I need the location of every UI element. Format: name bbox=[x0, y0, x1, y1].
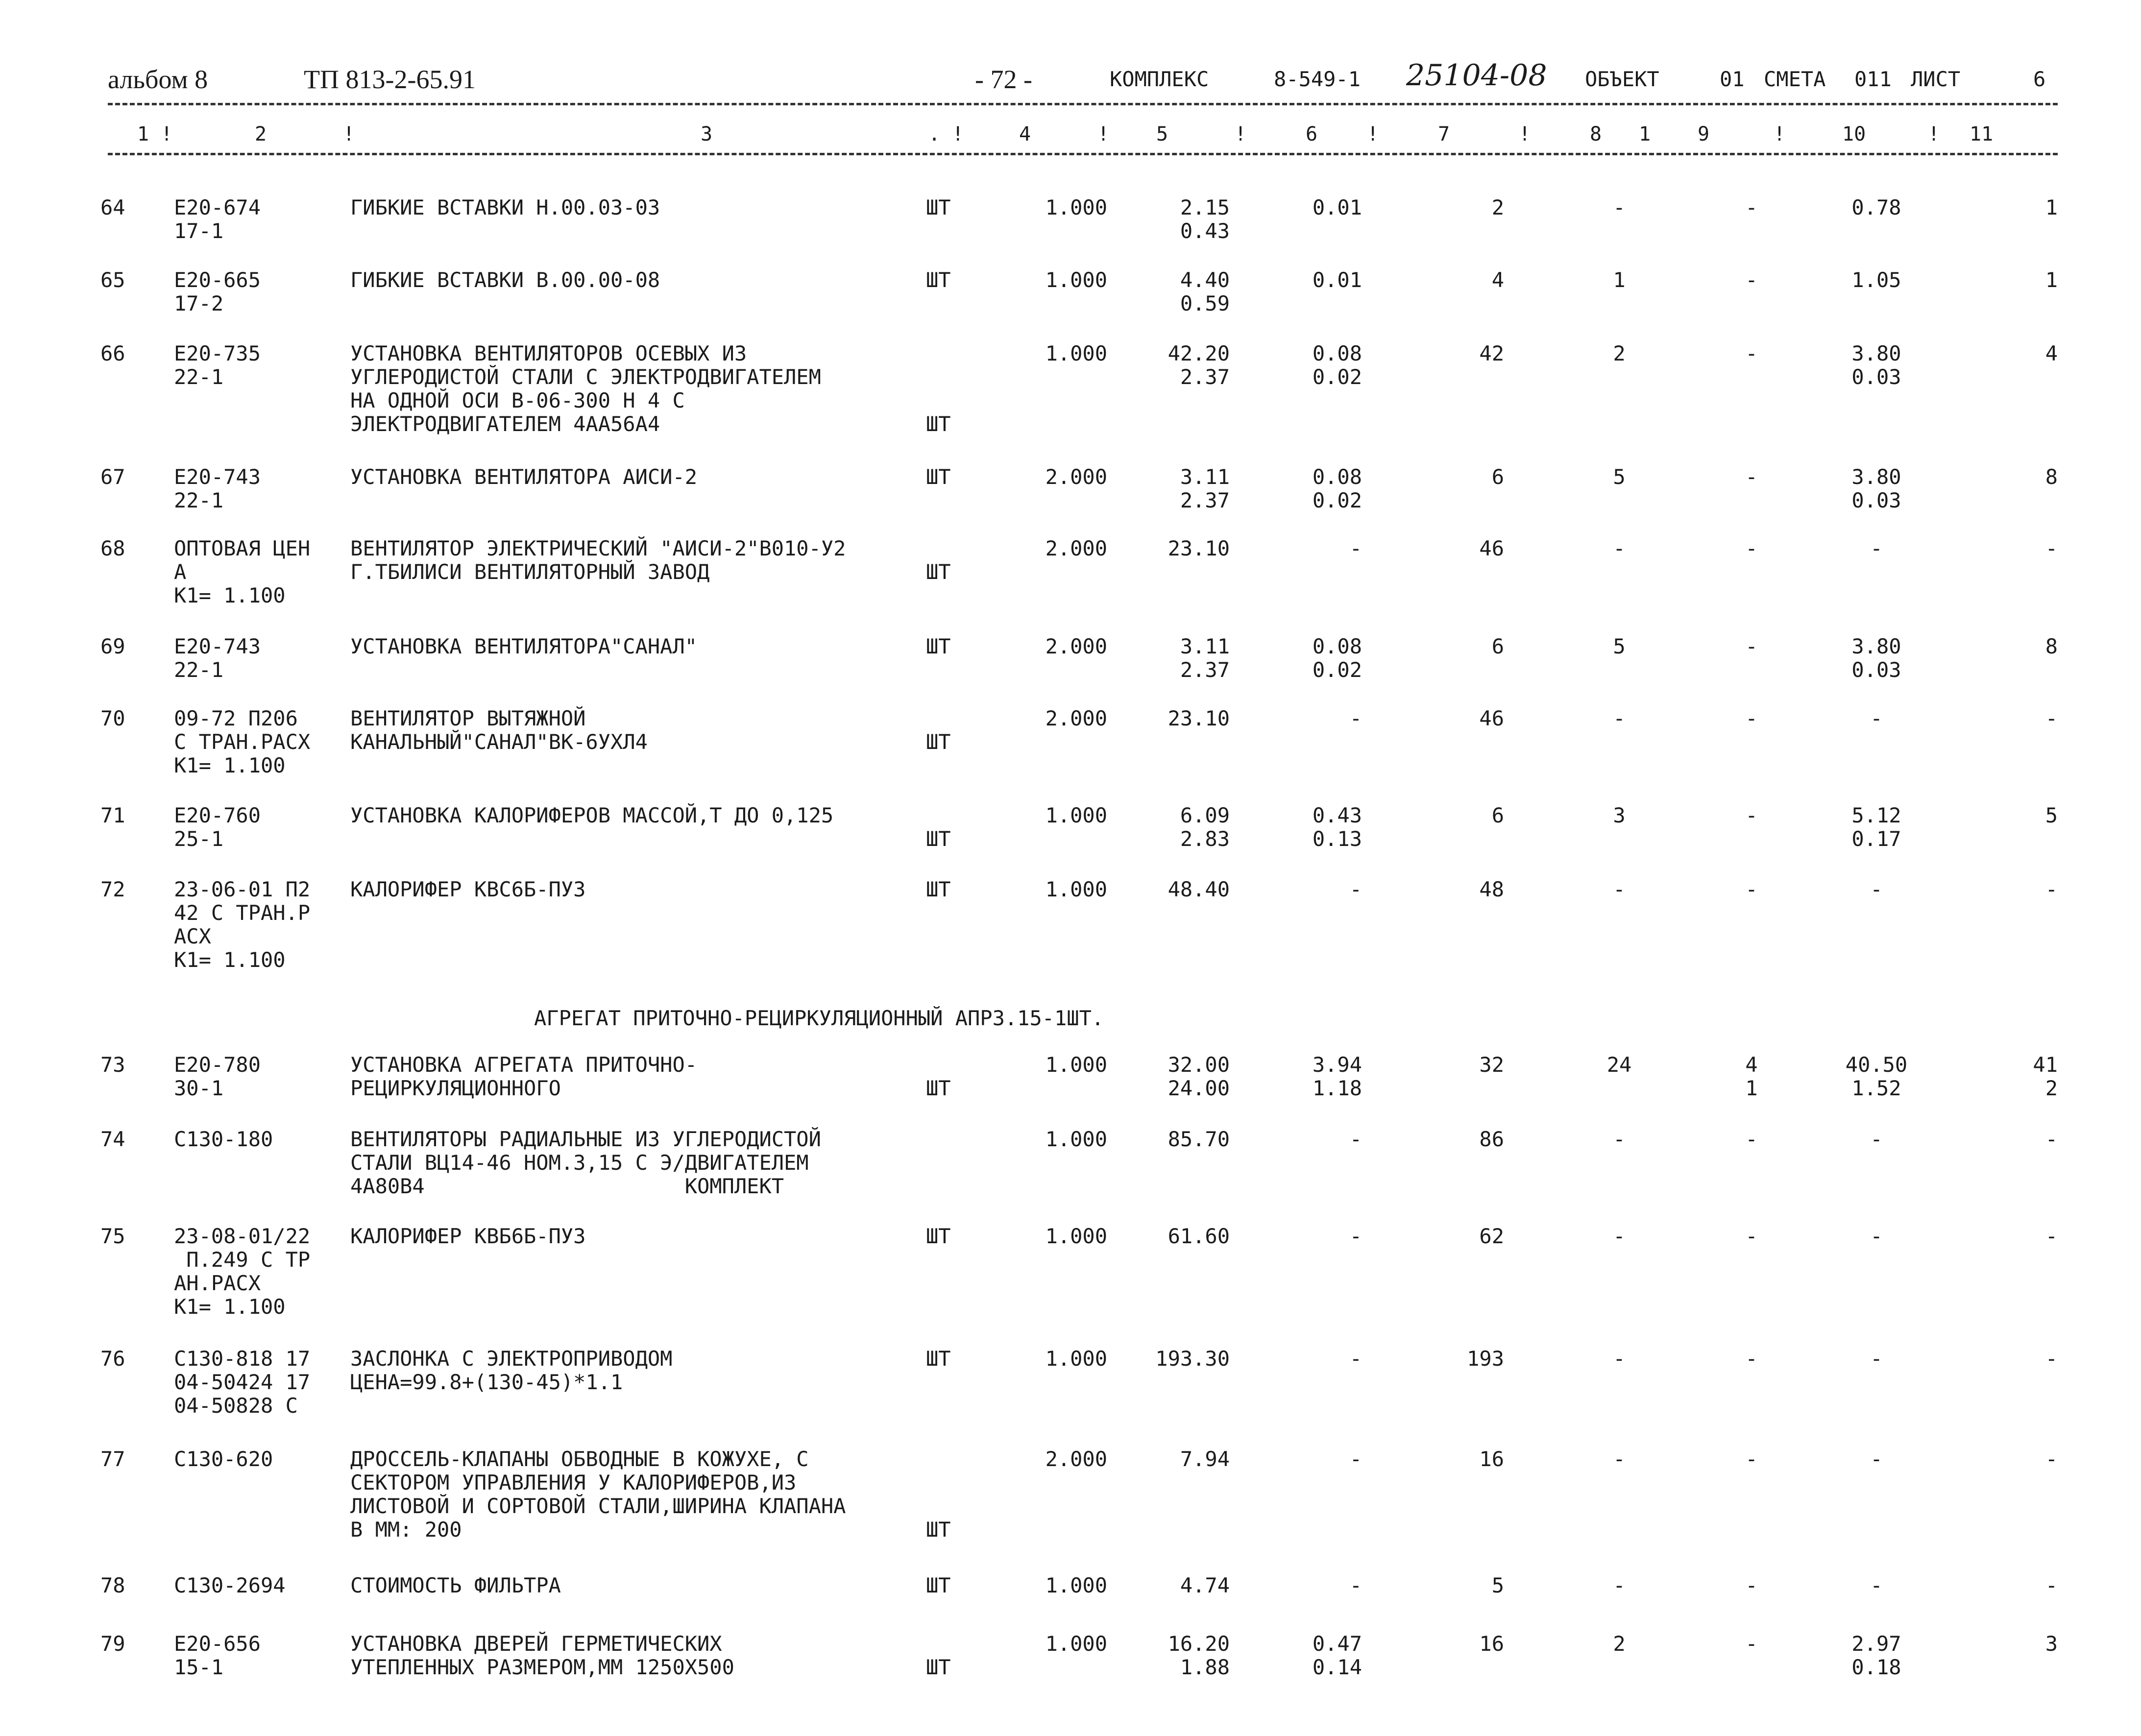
project-code: ТП 813-2-65.91 bbox=[304, 65, 476, 94]
cell-c8: 5 bbox=[1613, 465, 1626, 489]
cell-price: 7.94 bbox=[1180, 1447, 1230, 1471]
cell-qty: 1.000 bbox=[1045, 341, 1107, 365]
cell-c9: - bbox=[1745, 341, 1758, 365]
cell-unit: ШТ bbox=[926, 1573, 951, 1597]
cell-c10: - bbox=[1870, 1127, 1883, 1151]
cell-c11: - bbox=[2045, 1127, 2058, 1151]
cell-c7: 6 bbox=[1491, 465, 1504, 489]
cell-no: 70 bbox=[100, 706, 125, 730]
cell-code: С130-180 bbox=[174, 1127, 273, 1151]
cell-c11: 1 bbox=[2045, 268, 2058, 292]
cell-price: 16.20 1.88 bbox=[1168, 1632, 1230, 1679]
cell-c11: - bbox=[2045, 1224, 2058, 1248]
column-separator: ! bbox=[1519, 123, 1531, 145]
cell-no: 65 bbox=[100, 268, 125, 292]
cell-code: С130-818 17 04-50424 17 04-50828 С bbox=[174, 1347, 311, 1418]
cell-price: 3.11 2.37 bbox=[1180, 465, 1230, 512]
cell-price: 23.10 bbox=[1168, 706, 1230, 730]
column-number: 5 bbox=[1156, 123, 1168, 145]
cell-c11: - bbox=[2045, 536, 2058, 560]
cell-c7: 42 bbox=[1479, 341, 1504, 365]
cell-no: 69 bbox=[100, 634, 125, 658]
cell-no: 66 bbox=[100, 341, 125, 365]
cell-c6: - bbox=[1349, 1447, 1362, 1471]
cell-qty: 1.000 bbox=[1045, 195, 1107, 219]
column-number-row bbox=[0, 122, 2141, 147]
cell-name: ВЕНТИЛЯТОРЫ РАДИАЛЬНЫЕ ИЗ УГЛЕРОДИСТОЙ СТАЛИ ВЦ14-46 НОМ.3,15 С Э/ДВИГАТЕЛЕМ 4А80В4 КОМПЛЕКТ bbox=[350, 1127, 821, 1198]
object-label: ОБЪЕКТ bbox=[1585, 67, 1659, 91]
cell-c8: 5 bbox=[1613, 634, 1626, 658]
cell-c8: 3 bbox=[1613, 803, 1626, 827]
cell-c7: 32 bbox=[1479, 1053, 1504, 1077]
column-number: 2 bbox=[255, 123, 267, 145]
object-value: 01 bbox=[1720, 67, 1745, 91]
cell-no: 68 bbox=[100, 536, 125, 560]
cell-c9: - bbox=[1745, 1632, 1758, 1656]
cell-c8: - bbox=[1613, 536, 1626, 560]
column-number: 9 bbox=[1698, 123, 1710, 145]
cell-c7: 46 bbox=[1479, 536, 1504, 560]
cell-qty: 2.000 bbox=[1045, 1447, 1107, 1471]
cell-qty: 1.000 bbox=[1045, 1573, 1107, 1597]
cell-c10: - bbox=[1870, 536, 1883, 560]
cell-c6: - bbox=[1349, 1127, 1362, 1151]
cell-c10: 3.80 0.03 bbox=[1851, 634, 1901, 682]
cell-c10: - bbox=[1870, 1573, 1883, 1597]
cell-code: Е20-743 22-1 bbox=[174, 634, 261, 682]
cell-c7: 5 bbox=[1491, 1573, 1504, 1597]
cell-code: Е20-656 15-1 bbox=[174, 1632, 261, 1679]
cell-name: ЗАСЛОНКА С ЭЛЕКТРОПРИВОДОМ ЦЕНА=99.8+(130-45)*1.1 bbox=[350, 1347, 673, 1394]
cell-name: УСТАНОВКА ДВЕРЕЙ ГЕРМЕТИЧЕСКИХ УТЕПЛЕННЫХ РАЗМЕРОМ,ММ 1250Х500 bbox=[350, 1632, 734, 1679]
cell-name: УСТАНОВКА ВЕНТИЛЯТОРА АИСИ-2 bbox=[350, 465, 698, 489]
cell-c11: 3 bbox=[2045, 1632, 2058, 1656]
cell-price: 48.40 bbox=[1168, 877, 1230, 901]
cell-price: 3.11 2.37 bbox=[1180, 634, 1230, 682]
cell-unit: ШТ bbox=[926, 560, 951, 584]
cell-c6: - bbox=[1349, 1224, 1362, 1248]
cell-no: 78 bbox=[100, 1573, 125, 1597]
cell-c6: 0.08 0.02 bbox=[1312, 634, 1362, 682]
cell-c8: - bbox=[1613, 877, 1626, 901]
cell-c9: - bbox=[1745, 195, 1758, 219]
cell-c6: 0.01 bbox=[1312, 268, 1362, 292]
column-separator: ! bbox=[1367, 123, 1379, 145]
cell-c6: 0.01 bbox=[1312, 195, 1362, 219]
cell-unit: ШТ bbox=[926, 465, 951, 489]
cell-qty: 1.000 bbox=[1045, 1127, 1107, 1151]
cell-code: 09-72 П206 С ТРАН.РАСХ К1= 1.100 bbox=[174, 706, 311, 777]
cell-c8: - bbox=[1613, 1224, 1626, 1248]
column-number: 3 bbox=[701, 123, 713, 145]
cell-c11: 1 bbox=[2045, 195, 2058, 219]
cell-c9: - bbox=[1745, 1573, 1758, 1597]
cell-name: КАЛОРИФЕР КВС6Б-ПУЗ bbox=[350, 877, 586, 901]
cell-c6: 0.47 0.14 bbox=[1312, 1632, 1362, 1679]
header-divider-top bbox=[108, 103, 2058, 105]
cell-c6: 0.43 0.13 bbox=[1312, 803, 1362, 851]
cell-price: 4.40 0.59 bbox=[1180, 268, 1230, 315]
cell-price: 2.15 0.43 bbox=[1180, 195, 1230, 243]
cell-c9: - bbox=[1745, 706, 1758, 730]
complex-label: КОМПЛЕКС bbox=[1110, 67, 1209, 91]
cell-c8: 1 bbox=[1613, 268, 1626, 292]
cell-c10: 2.97 0.18 bbox=[1851, 1632, 1901, 1679]
cell-name: КАЛОРИФЕР КВБ6Б-ПУЗ bbox=[350, 1224, 586, 1248]
cell-c8: 24 bbox=[1606, 1053, 1632, 1077]
cell-c7: 6 bbox=[1491, 634, 1504, 658]
cell-c6: 0.08 0.02 bbox=[1312, 341, 1362, 389]
cell-name: ВЕНТИЛЯТОР ЭЛЕКТРИЧЕСКИЙ "АИСИ-2"В010-У2 Г.ТБИЛИСИ ВЕНТИЛЯТОРНЫЙ ЗАВОД bbox=[350, 536, 846, 584]
cell-qty: 2.000 bbox=[1045, 634, 1107, 658]
handwritten-code: 25104-08 bbox=[1406, 58, 1547, 93]
cell-no: 79 bbox=[100, 1632, 125, 1656]
cell-qty: 2.000 bbox=[1045, 536, 1107, 560]
cell-c8: - bbox=[1613, 1127, 1626, 1151]
cell-c6: - bbox=[1349, 1347, 1362, 1371]
cell-no: 64 bbox=[100, 195, 125, 219]
cell-unit: ШТ bbox=[926, 1655, 951, 1679]
estimate-label: СМЕТА bbox=[1764, 67, 1826, 91]
cell-c7: 48 bbox=[1479, 877, 1504, 901]
cell-c7: 193 bbox=[1467, 1347, 1504, 1371]
cell-c10: 40.50 1.52 bbox=[1845, 1053, 1908, 1100]
cell-c11: 41 2 bbox=[2033, 1053, 2058, 1100]
column-number: 11 bbox=[1970, 123, 1994, 145]
cell-qty: 1.000 bbox=[1045, 1632, 1107, 1656]
cell-c7: 4 bbox=[1491, 268, 1504, 292]
cell-name: ВЕНТИЛЯТОР ВЫТЯЖНОЙ КАНАЛЬНЫЙ"САНАЛ"ВК-6УХЛ4 bbox=[350, 706, 648, 754]
cell-c10: 3.80 0.03 bbox=[1851, 341, 1901, 389]
cell-name: ГИБКИЕ ВСТАВКИ Н.00.03-03 bbox=[350, 195, 660, 219]
cell-c11: 8 bbox=[2045, 634, 2058, 658]
cell-c7: 86 bbox=[1479, 1127, 1504, 1151]
cell-c9: - bbox=[1745, 1127, 1758, 1151]
cell-qty: 1.000 bbox=[1045, 268, 1107, 292]
cell-qty: 1.000 bbox=[1045, 877, 1107, 901]
cell-price: 42.20 2.37 bbox=[1168, 341, 1230, 389]
cell-no: 71 bbox=[100, 803, 125, 827]
cell-c9: - bbox=[1745, 634, 1758, 658]
cell-c9: - bbox=[1745, 1447, 1758, 1471]
cell-c11: - bbox=[2045, 1347, 2058, 1371]
cell-name: ДРОССЕЛЬ-КЛАПАНЫ ОБВОДНЫЕ В КОЖУХЕ, С СЕКТОРОМ УПРАВЛЕНИЯ У КАЛОРИФЕРОВ,ИЗ ЛИСТОВОЙ И СОРТОВОЙ СТАЛИ,ШИРИНА КЛАПАНА В ММ: 200 bbox=[350, 1447, 846, 1542]
cell-qty: 1.000 bbox=[1045, 1347, 1107, 1371]
cell-c6: - bbox=[1349, 706, 1362, 730]
cell-code: 23-08-01/22 П.249 С ТР АН.РАСХ К1= 1.100 bbox=[174, 1224, 311, 1319]
sheet-value: 6 bbox=[2033, 67, 2046, 91]
cell-c8: 2 bbox=[1613, 341, 1626, 365]
cell-c11: - bbox=[2045, 877, 2058, 901]
cell-c10: - bbox=[1870, 1447, 1883, 1471]
cell-c6: 0.08 0.02 bbox=[1312, 465, 1362, 512]
cell-c10: 3.80 0.03 bbox=[1851, 465, 1901, 512]
column-separator: ! bbox=[1928, 123, 1940, 145]
cell-c10: - bbox=[1870, 877, 1883, 901]
cell-c7: 2 bbox=[1491, 195, 1504, 219]
cell-code: Е20-735 22-1 bbox=[174, 341, 261, 389]
cell-c10: 0.78 bbox=[1851, 195, 1901, 219]
cell-name: УСТАНОВКА АГРЕГАТА ПРИТОЧНО- РЕЦИРКУЛЯЦИОННОГО bbox=[350, 1053, 698, 1100]
cell-code: ОПТОВАЯ ЦЕН А К1= 1.100 bbox=[174, 536, 311, 607]
cell-unit: ШТ bbox=[926, 268, 951, 292]
cell-c10: - bbox=[1870, 1347, 1883, 1371]
cell-c7: 6 bbox=[1491, 803, 1504, 827]
column-number: 6 bbox=[1306, 123, 1318, 145]
cell-c8: 2 bbox=[1613, 1632, 1626, 1656]
cell-c11: 5 bbox=[2045, 803, 2058, 827]
column-separator: ! bbox=[1097, 123, 1110, 145]
cell-price: 23.10 bbox=[1168, 536, 1230, 560]
cell-name: ГИБКИЕ ВСТАВКИ В.00.00-08 bbox=[350, 268, 660, 292]
column-number: 10 bbox=[1842, 123, 1866, 145]
cell-c11: 8 bbox=[2045, 465, 2058, 489]
cell-price: 6.09 2.83 bbox=[1180, 803, 1230, 851]
cell-code: С130-2694 bbox=[174, 1573, 286, 1597]
cell-c11: 4 bbox=[2045, 341, 2058, 365]
cell-c7: 16 bbox=[1479, 1447, 1504, 1471]
complex-value: 8-549-1 bbox=[1274, 67, 1361, 91]
page-number: - 72 - bbox=[975, 65, 1032, 94]
cell-price: 193.30 bbox=[1155, 1347, 1230, 1371]
cell-unit: ШТ bbox=[926, 634, 951, 658]
cell-c9: - bbox=[1745, 465, 1758, 489]
cell-c8: - bbox=[1613, 1447, 1626, 1471]
cell-code: 23-06-01 П2 42 С ТРАН.Р АСХ К1= 1.100 bbox=[174, 877, 311, 972]
cell-unit: ШТ bbox=[926, 827, 951, 851]
cell-c6: - bbox=[1349, 536, 1362, 560]
cell-c11: - bbox=[2045, 706, 2058, 730]
cell-c7: 62 bbox=[1479, 1224, 1504, 1248]
cell-code: Е20-674 17-1 bbox=[174, 195, 261, 243]
section-title: АГРЕГАТ ПРИТОЧНО-РЕЦИРКУЛЯЦИОННЫЙ АПР3.15-1ШТ. bbox=[534, 1006, 1104, 1030]
cell-c11: - bbox=[2045, 1447, 2058, 1471]
column-separator: ! bbox=[1774, 123, 1786, 145]
cell-c7: 16 bbox=[1479, 1632, 1504, 1656]
cell-unit: ШТ bbox=[926, 1518, 951, 1542]
cell-c6: - bbox=[1349, 877, 1362, 901]
cell-unit: ШТ bbox=[926, 195, 951, 219]
cell-unit: ШТ bbox=[926, 1347, 951, 1371]
cell-no: 67 bbox=[100, 465, 125, 489]
cell-no: 73 bbox=[100, 1053, 125, 1077]
cell-c8: - bbox=[1613, 1347, 1626, 1371]
column-number: 1 ! bbox=[137, 123, 173, 145]
cell-code: Е20-743 22-1 bbox=[174, 465, 261, 512]
cell-no: 76 bbox=[100, 1347, 125, 1371]
cell-c9: - bbox=[1745, 803, 1758, 827]
document-header bbox=[0, 58, 2141, 97]
cell-unit: ШТ bbox=[926, 877, 951, 901]
cell-c8: - bbox=[1613, 195, 1626, 219]
cell-c7: 46 bbox=[1479, 706, 1504, 730]
cell-unit: ШТ bbox=[926, 412, 951, 436]
estimate-value: 011 bbox=[1854, 67, 1892, 91]
column-number: 8 bbox=[1590, 123, 1602, 145]
cell-code: С130-620 bbox=[174, 1447, 273, 1471]
cell-code: Е20-760 25-1 bbox=[174, 803, 261, 851]
cell-c9: - bbox=[1745, 268, 1758, 292]
header-divider-bottom bbox=[108, 153, 2058, 155]
cell-price: 4.74 bbox=[1180, 1573, 1230, 1597]
cell-no: 75 bbox=[100, 1224, 125, 1248]
cell-c9: - bbox=[1745, 1347, 1758, 1371]
cell-c9: - bbox=[1745, 877, 1758, 901]
cell-qty: 1.000 bbox=[1045, 1224, 1107, 1248]
cell-price: 85.70 bbox=[1168, 1127, 1230, 1151]
cell-c8: - bbox=[1613, 706, 1626, 730]
column-separator: ! bbox=[1235, 123, 1247, 145]
cell-code: Е20-665 17-2 bbox=[174, 268, 261, 315]
column-separator: 1 bbox=[1639, 123, 1651, 145]
cell-price: 61.60 bbox=[1168, 1224, 1230, 1248]
cell-name: СТОИМОСТЬ ФИЛЬТРА bbox=[350, 1573, 561, 1597]
column-separator: . ! bbox=[928, 123, 964, 145]
cell-c10: - bbox=[1870, 706, 1883, 730]
cell-unit: ШТ bbox=[926, 730, 951, 754]
cell-c8: - bbox=[1613, 1573, 1626, 1597]
column-number: 7 bbox=[1438, 123, 1450, 145]
cell-name: УСТАНОВКА ВЕНТИЛЯТОРОВ ОСЕВЫХ ИЗ УГЛЕРОДИСТОЙ СТАЛИ С ЭЛЕКТРОДВИГАТЕЛЕМ НА ОДНОЙ ОСИ В-06-300 Н 4 С ЭЛЕКТРОДВИГАТЕЛЕМ 4АА56А4 bbox=[350, 341, 821, 436]
cell-price: 32.00 24.00 bbox=[1168, 1053, 1230, 1100]
cell-c9: 4 1 bbox=[1745, 1053, 1758, 1100]
cell-c10: - bbox=[1870, 1224, 1883, 1248]
cell-qty: 2.000 bbox=[1045, 706, 1107, 730]
sheet-label: ЛИСТ bbox=[1911, 67, 1961, 91]
cell-code: Е20-780 30-1 bbox=[174, 1053, 261, 1100]
cell-name: УСТАНОВКА КАЛОРИФЕРОВ МАССОЙ,Т ДО 0,125 bbox=[350, 803, 834, 827]
cell-unit: ШТ bbox=[926, 1076, 951, 1100]
cell-c6: 3.94 1.18 bbox=[1312, 1053, 1362, 1100]
cell-name: УСТАНОВКА ВЕНТИЛЯТОРА"САНАЛ" bbox=[350, 634, 698, 658]
cell-unit: ШТ bbox=[926, 1224, 951, 1248]
cell-c10: 5.12 0.17 bbox=[1851, 803, 1901, 851]
column-separator: ! bbox=[343, 123, 355, 145]
cell-qty: 2.000 bbox=[1045, 465, 1107, 489]
cell-c6: - bbox=[1349, 1573, 1362, 1597]
cell-no: 77 bbox=[100, 1447, 125, 1471]
cell-c9: - bbox=[1745, 536, 1758, 560]
cell-no: 74 bbox=[100, 1127, 125, 1151]
cell-c10: 1.05 bbox=[1851, 268, 1901, 292]
cell-c9: - bbox=[1745, 1224, 1758, 1248]
cell-no: 72 bbox=[100, 877, 125, 901]
cell-qty: 1.000 bbox=[1045, 1053, 1107, 1077]
album-label: альбом 8 bbox=[108, 65, 208, 94]
cell-c11: - bbox=[2045, 1573, 2058, 1597]
cell-qty: 1.000 bbox=[1045, 803, 1107, 827]
column-number: 4 bbox=[1019, 123, 1031, 145]
